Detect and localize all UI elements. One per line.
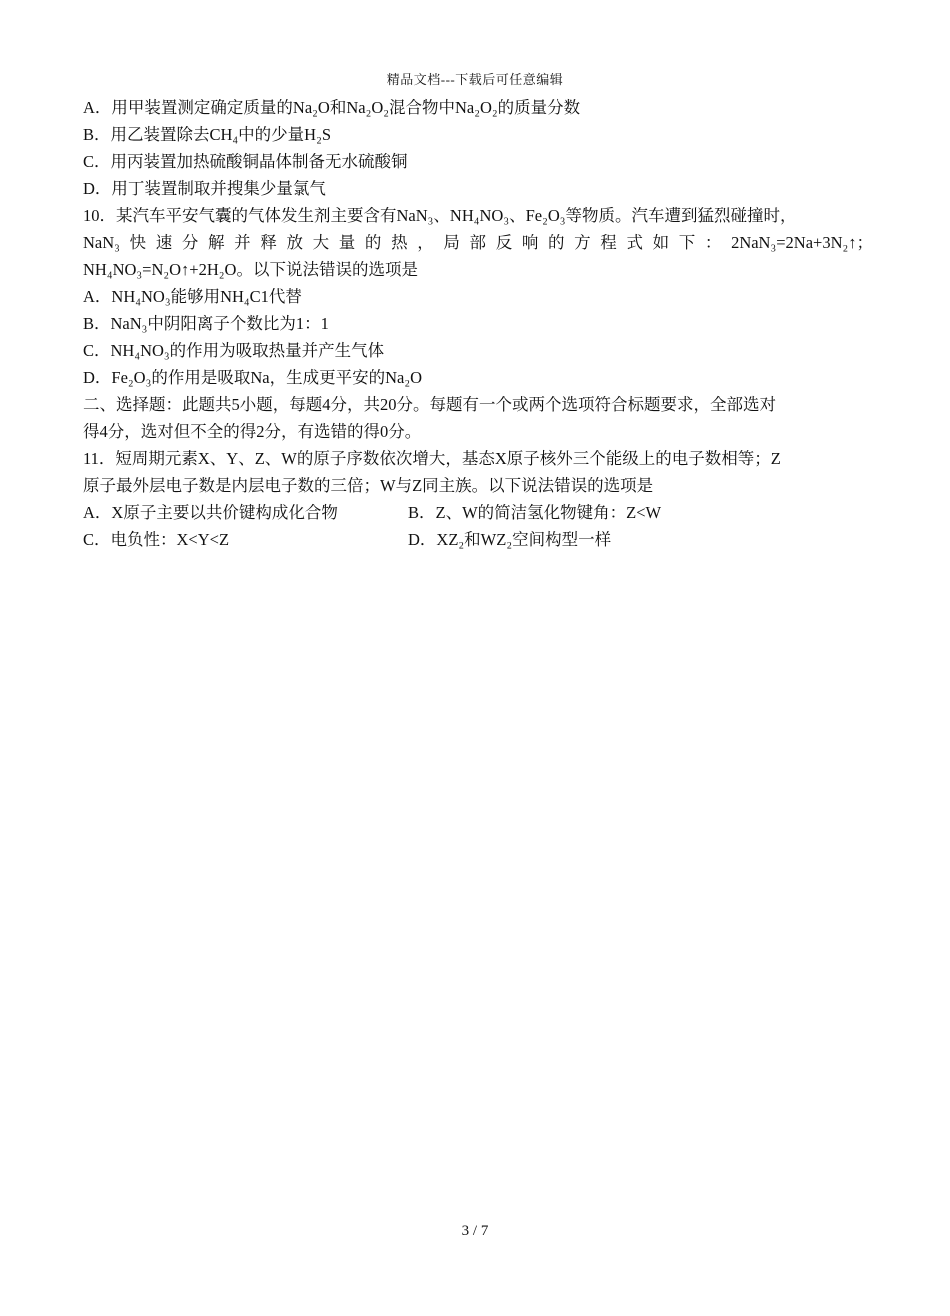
q9-option-b: B．用乙装置除去CH₄中的少量H₂S xyxy=(83,125,332,144)
q11-stem-line1: 11．短周期元素X、Y、Z、W的原子序数依次增大，基态X原子核外三个能级上的电子数相等；Z xyxy=(83,449,781,468)
q11-option-b: B．Z、W的简洁氢化物键角：Z<W xyxy=(408,503,662,522)
q10-option-d: D．Fe₂O₃的作用是吸取Na，生成更平安的Na₂O xyxy=(83,368,422,387)
section2-instructions-line2: 得4分，选对但不全的得2分，有选错的得0分。 xyxy=(83,422,422,441)
q11-options-row1 xyxy=(83,499,873,526)
q10-option-a: A．NH₄NO₃能够用NH₄C1代替 xyxy=(83,287,302,306)
q9-option-d: D．用丁装置制取并搜集少量氯气 xyxy=(83,179,326,198)
document-body xyxy=(83,94,873,553)
q10-stem-line2: NaN₃快速分解并释放大量的热，局部反响的方程式如下：2NaN₃=2Na+3N₂↑； xyxy=(83,233,873,252)
q11-stem-line2: 原子最外层电子数是内层电子数的三倍；W与Z同主族。以下说法错误的选项是 xyxy=(83,476,654,495)
q10-stem-line3: NH₄NO₃=N₂O↑+2H₂O。以下说法错误的选项是 xyxy=(83,260,418,279)
q11-option-a: A．X原子主要以共价键构成化合物 xyxy=(83,503,338,522)
q11-options-row2 xyxy=(83,526,873,553)
q11-option-c: C．电负性：X<Y<Z xyxy=(83,530,230,549)
section2-instructions-line1: 二、选择题：此题共5小题，每题4分，共20分。每题有一个或两个选项符合标题要求，全部选对 xyxy=(83,395,776,414)
q11-option-d: D．XZ₂和WZ₂空间构型一样 xyxy=(408,530,612,549)
q10-option-b: B．NaN₃中阴阳离子个数比为1：1 xyxy=(83,314,329,333)
q9-option-a: A．用甲装置测定确定质量的Na₂O和Na₂O₂混合物中Na₂O₂的质量分数 xyxy=(83,98,581,117)
page-header: 精品文档---下载后可任意编辑 xyxy=(386,72,564,87)
q10-option-c: C．NH₄NO₃的作用为吸取热量并产生气体 xyxy=(83,341,385,360)
page-number: 3 / 7 xyxy=(461,1223,489,1239)
q10-stem-line1: 10．某汽车平安气囊的气体发生剂主要含有NaN₃、NH₄NO₃、Fe₂O₃等物质。汽车遭到猛烈碰撞时， xyxy=(83,206,797,225)
q9-option-c: C．用丙装置加热硫酸铜晶体制备无水硫酸铜 xyxy=(83,152,408,171)
